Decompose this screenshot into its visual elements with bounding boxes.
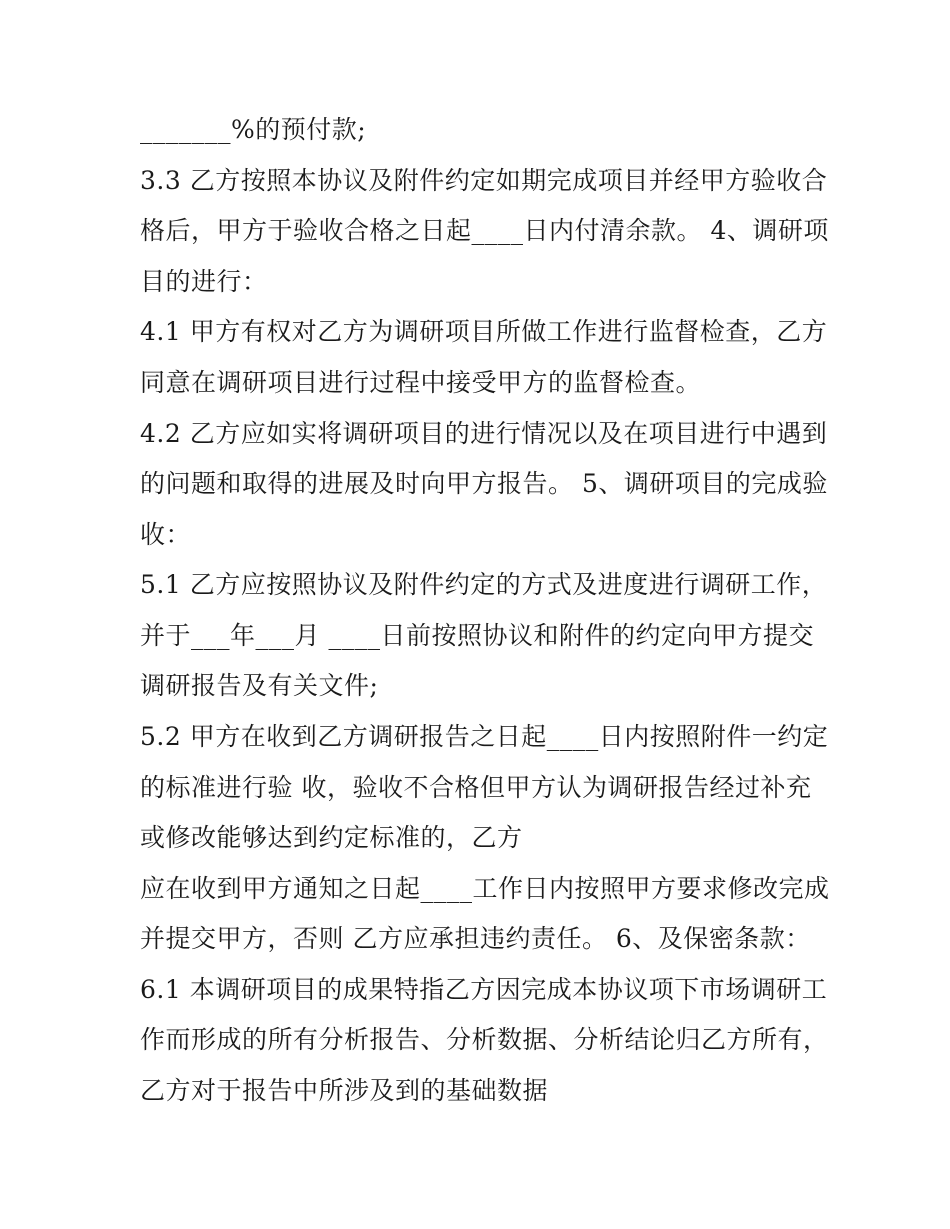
text-line: 并提交甲方，否则 乙方应承担违约责任。 6、及保密条款： — [140, 924, 811, 953]
text-line: 4.2 乙方应如实将调研项目的进行情况以及在项目进行中遇到 — [140, 419, 828, 448]
text-line: 作而形成的所有分析报告、分析数据、分析结论归乙方所有， — [140, 1025, 829, 1054]
text-line: 6.1 本调研项目的成果特指乙方因完成本协议项下市场调研工 — [140, 975, 828, 1004]
text-line: 调研报告及有关文件; — [140, 671, 379, 700]
text-line: 4.1 甲方有权对乙方为调研项目所做工作进行监督检查，乙方 — [140, 317, 828, 346]
text-line: _______%的预付款; — [140, 115, 367, 144]
text-line: 乙方对于报告中所涉及到的基础数据 — [140, 1076, 549, 1105]
text-line: 3.3 乙方按照本协议及附件约定如期完成项目并经甲方验收合 — [140, 166, 828, 195]
text-line: 应在收到甲方通知之日起____工作日内按照甲方要求修改完成 — [140, 874, 830, 903]
text-line: 5.1 乙方应按照协议及附件约定的方式及进度进行调研工作， — [140, 570, 828, 599]
text-line: 或修改能够达到约定标准的，乙方 — [140, 823, 523, 852]
text-line: 格后，甲方于验收合格之日起____日内付清余款。 4、调研项 — [140, 216, 829, 245]
text-line: 的标准进行验 收，验收不合格但甲方认为调研报告经过补充 — [140, 773, 812, 802]
text-line: 5.2 甲方在收到乙方调研报告之日起____日内按照附件一约定 — [140, 722, 829, 751]
text-line: 收： — [140, 520, 192, 549]
text-line: 同意在调研项目进行过程中接受甲方的监督检查。 — [140, 368, 702, 397]
text-line: 的问题和取得的进展及时向甲方报告。 5、调研项目的完成验 — [140, 469, 828, 498]
text-line: 并于___年___月 ____日前按照协议和附件的约定向甲方提交 — [140, 621, 814, 650]
text-line: 目的进行： — [140, 267, 268, 296]
